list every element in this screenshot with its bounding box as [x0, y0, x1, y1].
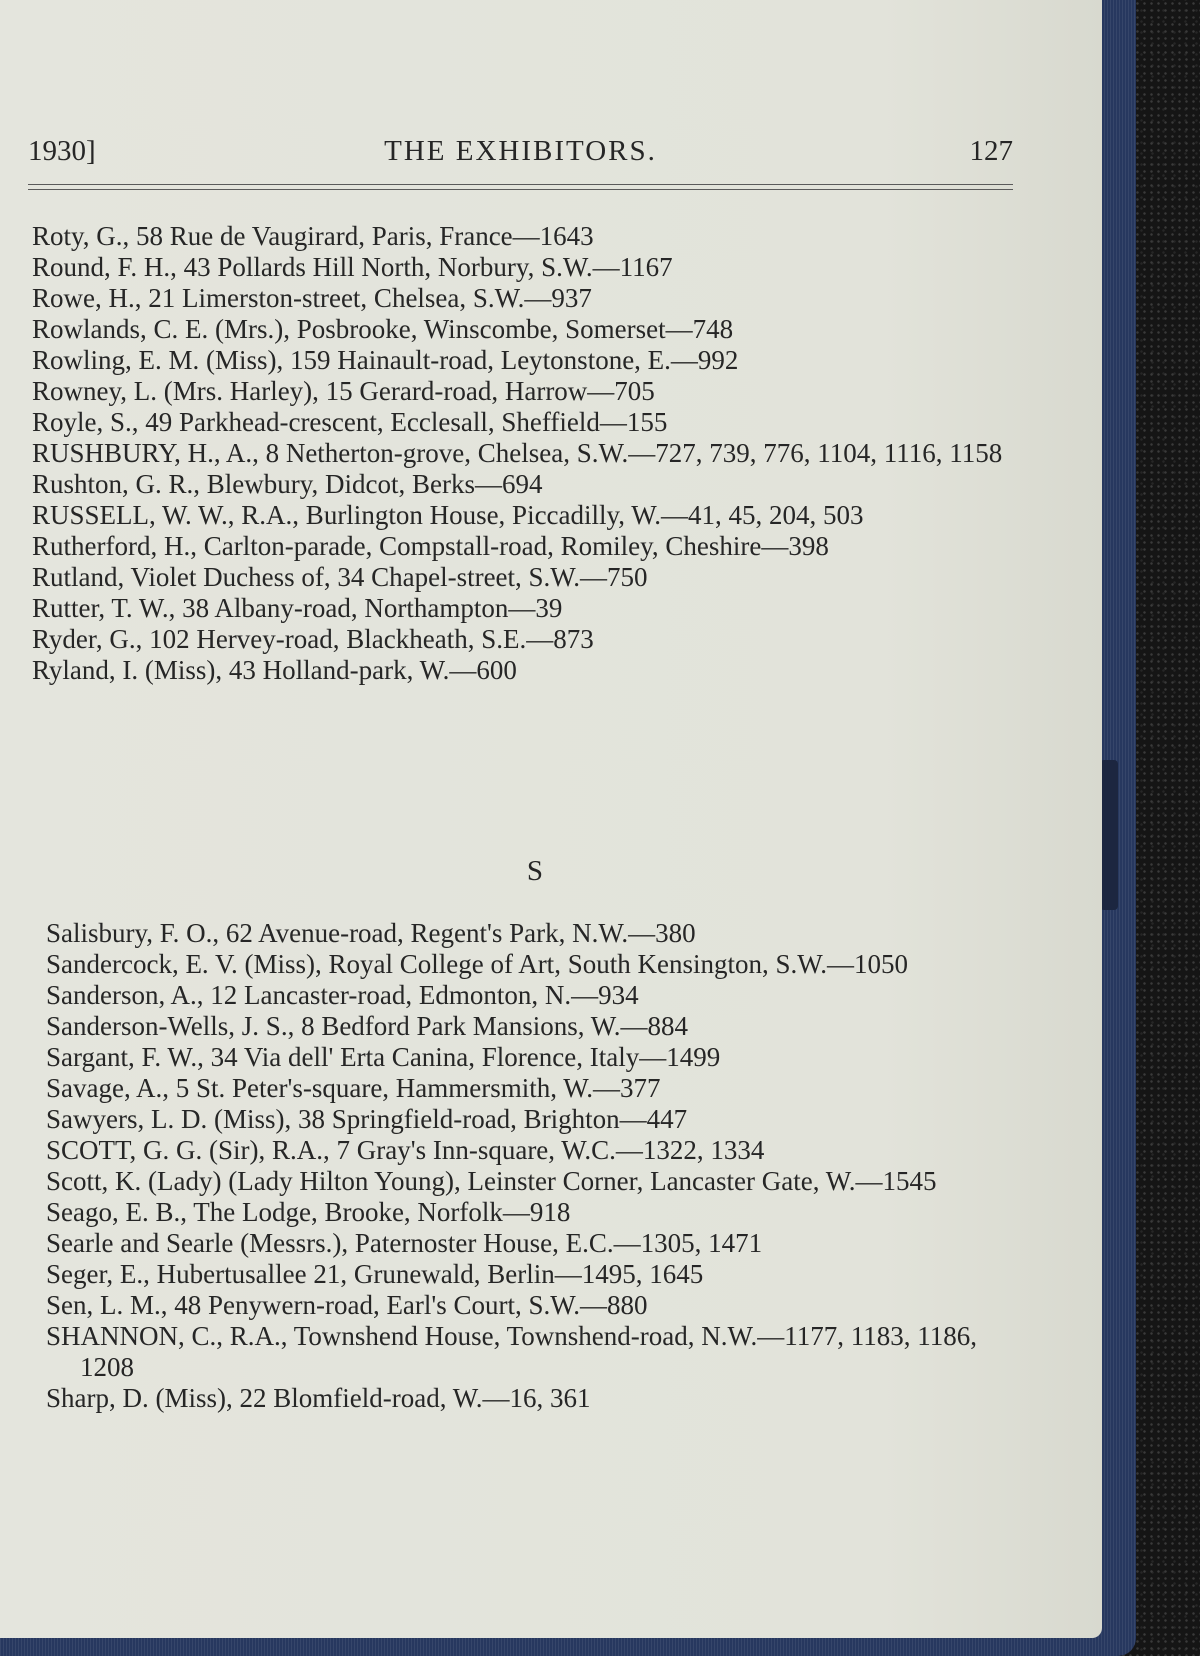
- list-item: Sanderson, A., 12 Lancaster-road, Edmonton, N.—934: [46, 980, 639, 1010]
- list-item: Round, F. H., 43 Pollards Hill North, Norbury, S.W.—1167: [32, 252, 673, 282]
- header-year: 1930]: [28, 135, 96, 167]
- list-item: SCOTT, G. G. (Sir), R.A., 7 Gray's Inn-square, W.C.—1322, 1334: [46, 1135, 765, 1165]
- list-item: Sen, L. M., 48 Penywern-road, Earl's Court, S.W.—880: [46, 1290, 648, 1320]
- list-item: Rutter, T. W., 38 Albany-road, Northampton—39: [32, 593, 563, 623]
- header-rule-top: [28, 184, 1013, 185]
- entries-list-r: [32, 221, 1027, 686]
- list-item: Rowe, H., 21 Limerston-street, Chelsea, S.W.—937: [32, 283, 592, 313]
- list-item: Salisbury, F. O., 62 Avenue-road, Regent's Park, N.W.—380: [46, 918, 696, 948]
- list-item: Rowling, E. M. (Miss), 159 Hainault-road, Leytonstone, E.—992: [32, 345, 739, 375]
- page-clip: [1100, 760, 1118, 910]
- section-letter: S: [526, 855, 544, 887]
- list-item: RUSHBURY, H., A., 8 Netherton-grove, Chelsea, S.W.—727, 739, 776, 1104, 1116, 1158: [32, 438, 1003, 468]
- list-item: Sargant, F. W., 34 Via dell' Erta Canina, Florence, Italy—1499: [46, 1042, 721, 1072]
- list-item: Sawyers, L. D. (Miss), 38 Springfield-road, Brighton—447: [46, 1104, 688, 1134]
- list-item: Rutherford, H., Carlton-parade, Compstall-road, Romiley, Cheshire—398: [32, 531, 829, 561]
- list-item: SHANNON, C., R.A., Townshend House, Townshend-road, N.W.—1177, 1183, 1186, 1208: [46, 1321, 977, 1382]
- list-item: Rushton, G. R., Blewbury, Didcot, Berks—694: [32, 469, 543, 499]
- list-item: Sanderson-Wells, J. S., 8 Bedford Park Mansions, W.—884: [46, 1011, 689, 1041]
- list-item: Ryder, G., 102 Hervey-road, Blackheath, S.E.—873: [32, 624, 594, 654]
- list-item: Rowney, L. (Mrs. Harley), 15 Gerard-road, Harrow—705: [32, 376, 655, 406]
- list-item: Savage, A., 5 St. Peter's-square, Hammersmith, W.—377: [46, 1073, 661, 1103]
- list-item: Seger, E., Hubertusallee 21, Grunewald, Berlin—1495, 1645: [46, 1259, 704, 1289]
- page-title: THE EXHIBITORS.: [384, 135, 657, 167]
- running-header: [28, 135, 1013, 175]
- list-item: Ryland, I. (Miss), 43 Holland-park, W.—600: [32, 655, 517, 685]
- page-number: 127: [969, 135, 1013, 167]
- list-item: Royle, S., 49 Parkhead-crescent, Ecclesall, Sheffield—155: [32, 407, 668, 437]
- list-item: Searle and Searle (Messrs.), Paternoster House, E.C.—1305, 1471: [46, 1228, 763, 1258]
- entries-list-s: [46, 918, 1036, 1414]
- list-item: Sharp, D. (Miss), 22 Blomfield-road, W.—16, 361: [46, 1383, 591, 1413]
- list-item: RUSSELL, W. W., R.A., Burlington House, Piccadilly, W.—41, 45, 204, 503: [32, 500, 864, 530]
- list-item: Roty, G., 58 Rue de Vaugirard, Paris, France—1643: [32, 221, 594, 251]
- header-rule-bottom: [28, 189, 1013, 190]
- list-item: Sandercock, E. V. (Miss), Royal College of Art, South Kensington, S.W.—1050: [46, 949, 908, 979]
- list-item: Rowlands, C. E. (Mrs.), Posbrooke, Winscombe, Somerset—748: [32, 314, 734, 344]
- list-item: Seago, E. B., The Lodge, Brooke, Norfolk—918: [46, 1197, 571, 1227]
- list-item: Scott, K. (Lady) (Lady Hilton Young), Leinster Corner, Lancaster Gate, W.—1545: [46, 1166, 937, 1196]
- list-item: Rutland, Violet Duchess of, 34 Chapel-street, S.W.—750: [32, 562, 648, 592]
